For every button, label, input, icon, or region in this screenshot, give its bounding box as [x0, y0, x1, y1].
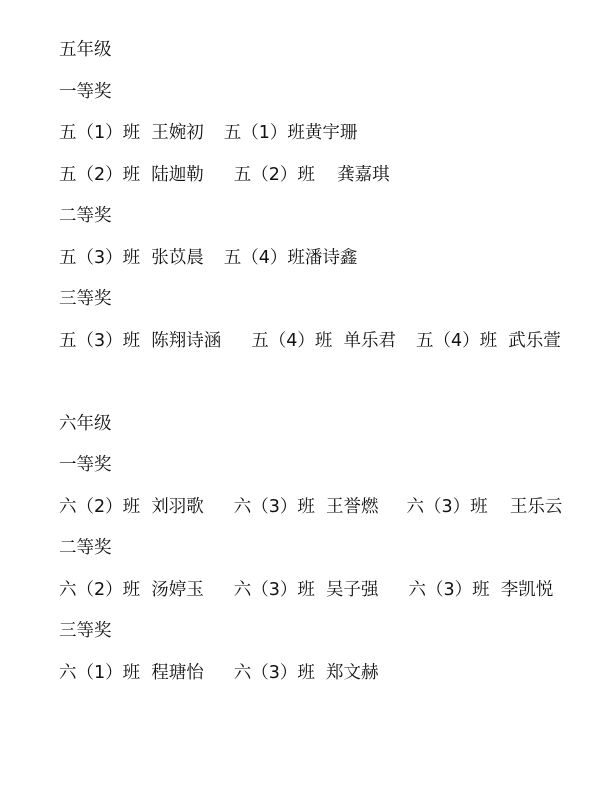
award-entry: 五（1）班黄宇珊 [223, 123, 358, 143]
grade5-second-prize-heading [59, 202, 589, 244]
award-entry: 五（4）班潘诗鑫 [223, 247, 358, 268]
award-entry: 六（3）班 王乐云 [406, 496, 563, 517]
award-entry: 五（4）班 武乐萱 [416, 330, 561, 351]
award-entry: 五（4）班 单乐君 [251, 330, 397, 351]
prize-label: 二等奖 [59, 538, 112, 558]
grade5-first-prize-row-2 [59, 161, 589, 203]
award-entry: 五（3）班 张苡晨 [59, 247, 204, 268]
award-entry: 六（3）班 吴子强 [233, 579, 379, 600]
grade6-first-prize-heading [59, 451, 589, 493]
award-entry: 六（3）班 郑文赫 [233, 662, 379, 683]
grade5-title [59, 36, 589, 78]
grade6-second-prize-heading [59, 534, 589, 576]
award-entry: 六（3）班 李凯悦 [408, 579, 554, 600]
document-page [59, 36, 589, 700]
grade-title: 六年级 [59, 413, 112, 434]
award-entry: 五（1）班 王婉初 [59, 123, 204, 143]
grade5-third-prize-heading [59, 285, 589, 327]
grade6-first-prize-row [59, 493, 589, 535]
prize-label: 三等奖 [59, 289, 112, 309]
award-entry: 六（1）班 程瑭怡 [59, 662, 204, 683]
grade6-title [59, 410, 589, 452]
grade6-second-prize-row [59, 576, 589, 618]
prize-label: 一等奖 [59, 455, 112, 475]
prize-label: 三等奖 [59, 621, 112, 641]
award-entry: 五（3）班 陈翔诗涵 [59, 330, 222, 351]
award-entry: 六（2）班 汤婷玉 [59, 579, 204, 600]
grade6-third-prize-row [59, 659, 589, 701]
award-entry: 六（3）班 王誉燃 [233, 496, 379, 517]
grade5-third-prize-row [59, 327, 589, 369]
prize-label: 二等奖 [59, 206, 112, 226]
grade5-first-prize-heading [59, 78, 589, 120]
grade5-first-prize-row-1 [59, 119, 589, 161]
award-entry: 五（2）班 陆迦勒 [59, 164, 204, 185]
prize-label: 一等奖 [59, 81, 112, 102]
award-entry: 五（2）班 龚嘉琪 [233, 164, 390, 185]
grade-title: 五年级 [59, 40, 112, 60]
grade6-third-prize-heading [59, 617, 589, 659]
section-gap [59, 368, 589, 410]
award-entry: 六（2）班 刘羽歌 [59, 496, 204, 517]
grade5-second-prize-row [59, 244, 589, 286]
